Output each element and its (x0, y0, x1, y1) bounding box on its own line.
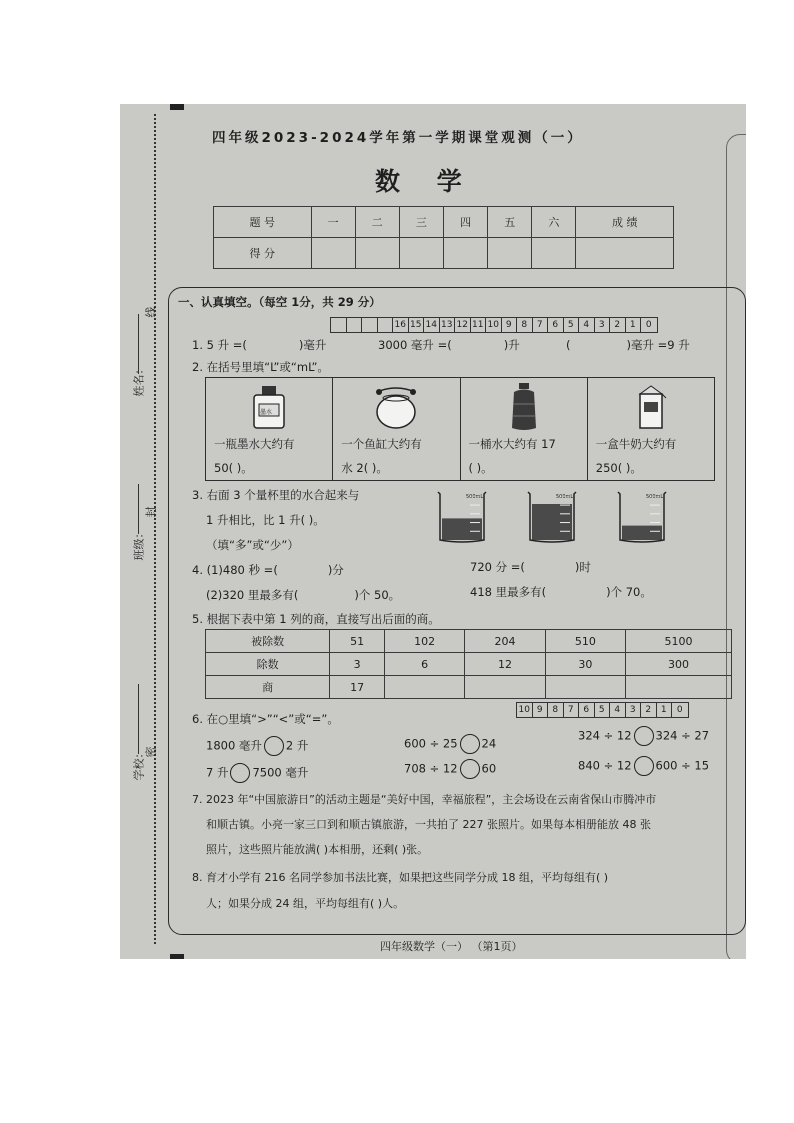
q6-item-4 (206, 763, 308, 783)
score-cell: 四 (443, 207, 487, 238)
counter-cell[interactable]: 12 (455, 318, 471, 332)
cup-water-level (532, 504, 572, 540)
school-label: 学校： (132, 747, 146, 781)
q4-part-a (192, 565, 344, 577)
counter-cell[interactable]: 14 (424, 318, 440, 332)
counter-cell[interactable]: 16 (393, 318, 409, 332)
q3-line1: 3. 右面 3 个量杯里的水合起来与 (192, 488, 360, 502)
q4-d-text: 418 里最多有( (470, 585, 547, 599)
class-line (138, 484, 139, 534)
school-line (138, 684, 139, 754)
q6-item-5 (404, 759, 496, 779)
q1-a-unit: )毫升 (298, 338, 327, 352)
quotient-cell: 30 (545, 653, 625, 676)
counter-cell[interactable]: 6 (579, 703, 595, 717)
q2-item-tank-text1: 一个鱼缸大约有 (341, 437, 422, 451)
quotient-answer-cell[interactable] (384, 676, 464, 699)
quotient-cell: 商 (206, 676, 330, 699)
score-counter-strip-2 (516, 702, 689, 718)
compare-circle[interactable] (460, 759, 480, 779)
q4-b-unit: )时 (574, 560, 591, 574)
quotient-cell: 5100 (626, 630, 732, 653)
q6-item-1 (206, 736, 308, 756)
counter-cell[interactable]: 1 (626, 318, 642, 332)
fish-tank-icon (371, 384, 421, 430)
counter-cell[interactable]: 9 (533, 703, 549, 717)
q2-item-barrel-text1: 一桶水大约有 17 (468, 437, 556, 451)
q4-part-d (470, 587, 652, 599)
q2-prompt: 2. 在括号里填“L”或“mL”。 (192, 360, 329, 374)
q7-line2: 和顺古镇。小亮一家三口到和顺古镇旅游，一共拍了 227 张照片。如果每本相册能放 48 张 (206, 818, 651, 831)
q2-item-barrel (461, 378, 588, 480)
ink-bottle-label: 墨水 (260, 409, 273, 416)
score-table (213, 206, 674, 269)
mi-label: 密 (144, 746, 158, 758)
q6-right: 7500 毫升 (252, 765, 309, 780)
q4-c-unit: )个 50。 (354, 588, 401, 602)
score-table-row (214, 207, 674, 238)
quotient-cell: 12 (465, 653, 545, 676)
quotient-row (206, 653, 732, 676)
section-one-heading: 一、认真填空。（每空 1分，共 29 分） (178, 295, 381, 309)
counter-cell[interactable]: 8 (517, 318, 533, 332)
score-cell[interactable] (399, 238, 443, 269)
counter-cell[interactable]: 0 (645, 320, 652, 330)
q1-part-b (378, 340, 520, 352)
q6-left: 7 升 (206, 765, 229, 780)
score-cell[interactable] (443, 238, 487, 269)
measuring-cup (438, 492, 486, 542)
name-label: 姓名： (132, 363, 146, 397)
score-cell: 六 (532, 207, 576, 238)
q7-line3: 照片，这些照片能放满( )本相册，还剩( )张。 (206, 843, 429, 856)
class-label: 班级： (132, 527, 146, 561)
quotient-row (206, 630, 732, 653)
q4-c-text: (2)320 里最多有( (206, 588, 299, 602)
measuring-cup (528, 492, 576, 542)
q2-item-barrel-text2: ( )。 (468, 461, 493, 475)
xian-label: 线 (144, 306, 158, 318)
score-cell: 一 (311, 207, 355, 238)
cup-water-level (622, 526, 662, 540)
score-cell[interactable] (532, 238, 576, 269)
counter-cell[interactable]: 8 (548, 703, 564, 717)
q6-left: 1800 毫升 (206, 738, 262, 753)
subject-title: 数 学 (375, 167, 476, 196)
counter-cell[interactable]: 4 (610, 703, 626, 717)
q6-right: 324 ÷ 27 (655, 728, 710, 743)
q1-a-text: 1. 5 升 =( (192, 338, 247, 352)
score-cell: 成 绩 (576, 207, 674, 238)
q6-right: 24 (481, 736, 497, 751)
counter-cell[interactable]: 4 (579, 318, 595, 332)
score-cell: 题 号 (214, 207, 312, 238)
quotient-answer-cell[interactable] (626, 676, 732, 699)
q2-picture-row (205, 377, 715, 481)
q3-line2: 1 升相比，比 1 升( )。 (206, 513, 325, 527)
score-counter-strip (330, 317, 658, 333)
counter-cell[interactable]: 11 (471, 318, 487, 332)
quotient-answer-cell[interactable] (465, 676, 545, 699)
quotient-cell: 204 (465, 630, 545, 653)
counter-cell[interactable] (362, 318, 378, 332)
counter-cell[interactable]: 0 (676, 705, 683, 715)
counter-cell[interactable]: 7 (564, 703, 580, 717)
top-registration-mark (170, 104, 184, 110)
q4-d-unit: )个 70。 (606, 585, 652, 599)
q2-item-milk-text1: 一盒牛奶大约有 (595, 437, 677, 451)
q2-item-milk-text2: 250( )。 (595, 461, 642, 475)
counter-cell[interactable]: 6 (548, 318, 564, 332)
quotient-cell: 510 (545, 630, 625, 653)
q6-item-2 (404, 734, 496, 754)
exam-sheet-photo (120, 104, 746, 959)
q4-a-unit: )分 (327, 563, 344, 577)
cup-capacity-label: 500mL (646, 494, 664, 500)
score-cell[interactable] (576, 238, 674, 269)
compare-circle[interactable] (230, 763, 250, 783)
q7-line1: 7. 2023 年“中国旅游日”的活动主题是“美好中国，幸福旅程”，主会场设在云南省保山市腾冲市 (192, 793, 657, 806)
bottom-registration-mark (170, 954, 184, 959)
counter-cell[interactable]: 2 (641, 703, 657, 717)
q2-item-milk (588, 378, 714, 480)
counter-cell[interactable]: 5 (564, 318, 580, 332)
quotient-cell: 51 (330, 630, 385, 653)
counter-cell[interactable]: 10 (486, 318, 502, 332)
q2-item-tank-text2: 水 2( )。 (341, 461, 388, 475)
score-cell: 二 (355, 207, 399, 238)
compare-circle[interactable] (264, 736, 284, 756)
score-cell: 三 (399, 207, 443, 238)
q8-line2: 人；如果分成 24 组，平均每组有( )人。 (206, 897, 405, 910)
q6-right: 60 (481, 761, 497, 776)
q2-item-ink (206, 378, 333, 480)
compare-circle[interactable] (634, 726, 654, 746)
counter-cell[interactable]: 3 (595, 318, 611, 332)
cup-water-level (442, 518, 482, 540)
quotient-table (205, 629, 732, 699)
feng-label: 封 (144, 506, 158, 518)
q1-c-unit: )毫升 =9 升 (626, 338, 690, 352)
q2-item-ink-text1: 一瓶墨水大约有 (214, 437, 295, 451)
q6-item-6 (578, 756, 709, 776)
q6-left: 840 ÷ 12 (578, 758, 632, 773)
counter-cell[interactable]: 13 (440, 318, 456, 332)
q1-part-c (566, 340, 690, 352)
score-cell: 得 分 (214, 238, 312, 269)
score-cell: 五 (488, 207, 532, 238)
counter-cell[interactable] (331, 318, 347, 332)
compare-circle[interactable] (460, 734, 480, 754)
measuring-cups (430, 486, 670, 544)
compare-circle[interactable] (634, 756, 654, 776)
quotient-cell: 6 (384, 653, 464, 676)
quotient-cell: 17 (330, 676, 385, 699)
q2-item-tank (333, 378, 460, 480)
q3-line3: （填“多”或“少”） (206, 538, 299, 552)
q6-right: 2 升 (285, 738, 309, 753)
score-cell[interactable] (488, 238, 532, 269)
counter-cell[interactable]: 7 (533, 318, 549, 332)
q6-prompt: 6. 在○里填“>”“<”或“=”。 (192, 712, 339, 726)
counter-cell[interactable]: 1 (657, 703, 673, 717)
quotient-cell: 300 (626, 653, 732, 676)
q1-c-text: ( (566, 338, 571, 352)
counter-cell[interactable]: 3 (626, 703, 642, 717)
counter-cell[interactable]: 9 (502, 318, 518, 332)
counter-cell[interactable]: 2 (610, 318, 626, 332)
counter-cell[interactable]: 15 (409, 318, 425, 332)
q5-prompt: 5. 根据下表中第 1 列的商，直接写出后面的商。 (192, 612, 440, 626)
page-footer: 四年级数学（一） （第1页） (380, 940, 523, 953)
q1-part-a (192, 340, 326, 352)
q1-b-unit: )升 (503, 338, 520, 352)
quotient-cell: 除数 (206, 653, 330, 676)
counter-cell[interactable] (378, 318, 394, 332)
score-cell[interactable] (355, 238, 399, 269)
q1-b-text: 3000 毫升 =( (378, 338, 452, 352)
milk-carton-icon (634, 384, 668, 430)
counter-cell[interactable]: 10 (517, 703, 533, 717)
q4-a-text: 4. (1)480 秒 =( (192, 563, 278, 577)
cup-capacity-label: 500mL (556, 494, 574, 500)
counter-cell[interactable] (347, 318, 363, 332)
q6-left: 600 ÷ 25 (404, 736, 458, 751)
q8-line1: 8. 育才小学有 216 名同学参加书法比赛，如果把这些同学分成 18 组，平均每组有( ) (192, 871, 609, 884)
quotient-row (206, 676, 732, 699)
water-barrel-icon (509, 382, 539, 432)
quotient-cell: 被除数 (206, 630, 330, 653)
score-table-row (214, 238, 674, 269)
binding-dotted-line (154, 114, 156, 944)
q6-left: 708 ÷ 12 (404, 761, 458, 776)
q4-b-text: 720 分 =( (470, 560, 525, 574)
quotient-cell: 3 (330, 653, 385, 676)
counter-cell[interactable]: 5 (595, 703, 611, 717)
quotient-cell: 102 (384, 630, 464, 653)
q4-part-b (470, 562, 591, 574)
exam-title: 四年级2023-2024学年第一学期课堂观测（一） (212, 130, 584, 146)
q2-item-ink-text2: 50( )。 (214, 461, 253, 475)
q4-part-c (206, 590, 400, 602)
measuring-cup (618, 492, 666, 542)
score-cell[interactable] (311, 238, 355, 269)
q6-item-3 (578, 726, 709, 746)
quotient-answer-cell[interactable] (545, 676, 625, 699)
q6-left: 324 ÷ 12 (578, 728, 632, 743)
cup-capacity-label: 500mL (466, 494, 484, 500)
q6-right: 600 ÷ 15 (655, 758, 710, 773)
